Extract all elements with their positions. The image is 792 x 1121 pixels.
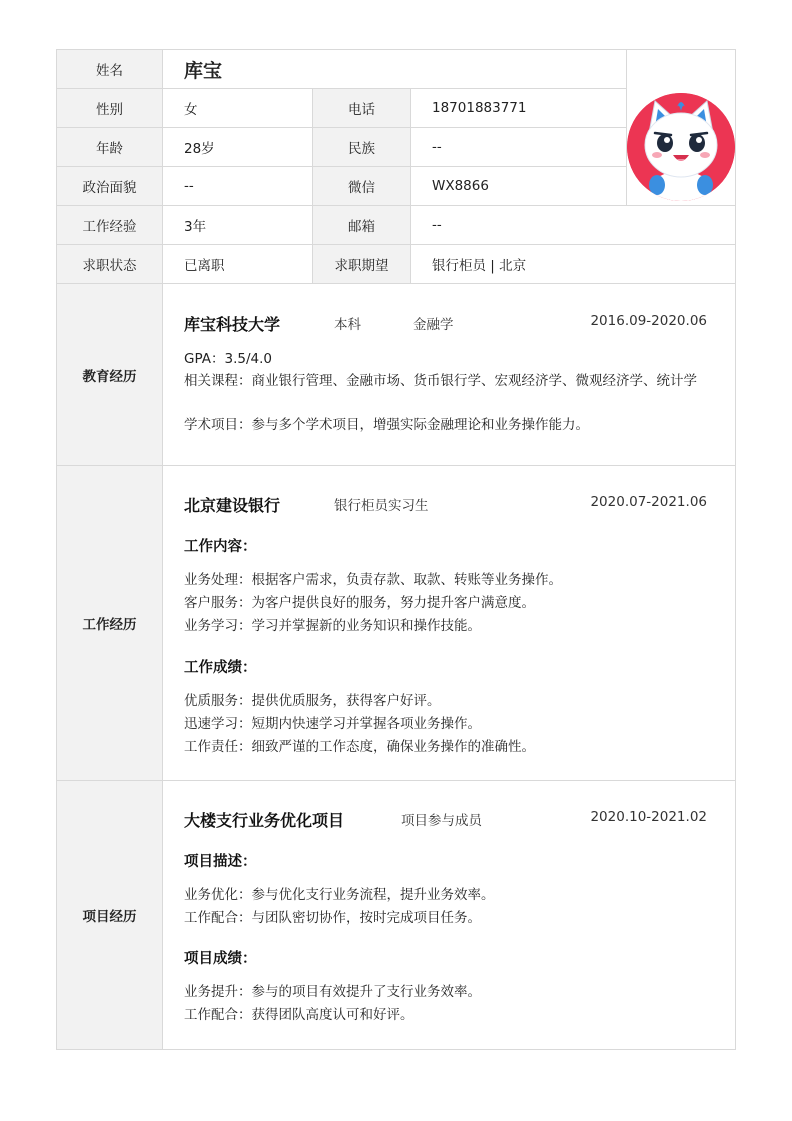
work-period: 2020.07-2021.06 [590,494,707,510]
email-label: 邮箱 [312,205,411,245]
status-label: 求职状态 [56,244,163,284]
project-section-label: 项目经历 [56,780,163,1050]
work-results-line: 迅速学习：短期内快速学习并掌握各项业务操作。 [184,716,481,732]
email-value: -- [410,205,736,245]
school-name: 库宝科技大学 [184,315,281,334]
age-label: 年龄 [56,127,163,167]
work-results-heading: 工作成绩： [184,660,257,676]
wechat-label: 微信 [312,166,411,206]
project-results-line: 业务提升：参与的项目有效提升了支行业务效率。 [184,984,481,1000]
project-desc-heading: 项目描述： [184,854,257,870]
phone-value: 18701883771 [410,88,627,128]
work-section-label: 工作经历 [56,465,163,781]
project-name: 大楼支行业务优化项目 [184,811,345,830]
expectation-value: 银行柜员 | 北京 [410,244,736,284]
phone-label: 电话 [312,88,411,128]
work-results-line: 优质服务：提供优质服务，获得客户好评。 [184,693,441,709]
project-role: 项目参与成员 [401,813,482,829]
company-name: 北京建设银行 [184,496,281,515]
expectation-label: 求职期望 [312,244,411,284]
gender-label: 性别 [56,88,163,128]
position: 银行柜员实习生 [334,498,429,514]
project-desc-line: 业务优化：参与优化支行业务流程，提升业务效率。 [184,887,495,903]
politics-value: -- [162,166,313,206]
education-line: 相关课程：商业银行管理、金融市场、货币银行学、宏观经济学、微观经济学、统计学 [184,373,697,389]
project-period: 2020.10-2021.02 [590,809,707,825]
experience-value: 3年 [162,205,313,245]
work-section [162,465,736,781]
name-label: 姓名 [56,49,163,89]
politics-label: 政治面貌 [56,166,163,206]
status-value: 已离职 [162,244,313,284]
education-period: 2016.09-2020.06 [590,313,707,329]
project-results-heading: 项目成绩： [184,951,257,967]
degree: 本科 [334,317,361,333]
work-results-line: 工作责任：细致严谨的工作态度，确保业务操作的准确性。 [184,739,535,755]
education-section-label: 教育经历 [56,283,163,466]
work-content-line: 业务处理：根据客户需求，负责存款、取款、转账等业务操作。 [184,572,562,588]
education-section [162,283,736,466]
work-content-heading: 工作内容： [184,539,257,555]
age-value: 28岁 [162,127,313,167]
major: 金融学 [413,317,454,333]
work-content-line: 业务学习：学习并掌握新的业务知识和操作技能。 [184,618,481,634]
education-line: 学术项目：参与多个学术项目，增强实际金融理论和业务操作能力。 [184,417,589,433]
work-content-line: 客户服务：为客户提供良好的服务，努力提升客户满意度。 [184,595,535,611]
cartoon-cat-avatar-icon [627,93,735,201]
project-desc-line: 工作配合：与团队密切协作，按时完成项目任务。 [184,910,481,926]
gender-value: 女 [162,88,313,128]
education-line: GPA：3.5/4.0 [184,351,272,367]
ethnicity-value: -- [410,127,627,167]
project-section [162,780,736,1050]
experience-label: 工作经验 [56,205,163,245]
wechat-value: WX8866 [410,166,627,206]
project-results-line: 工作配合：获得团队高度认可和好评。 [184,1007,414,1023]
ethnicity-label: 民族 [312,127,411,167]
name-value: 库宝 [162,49,627,89]
